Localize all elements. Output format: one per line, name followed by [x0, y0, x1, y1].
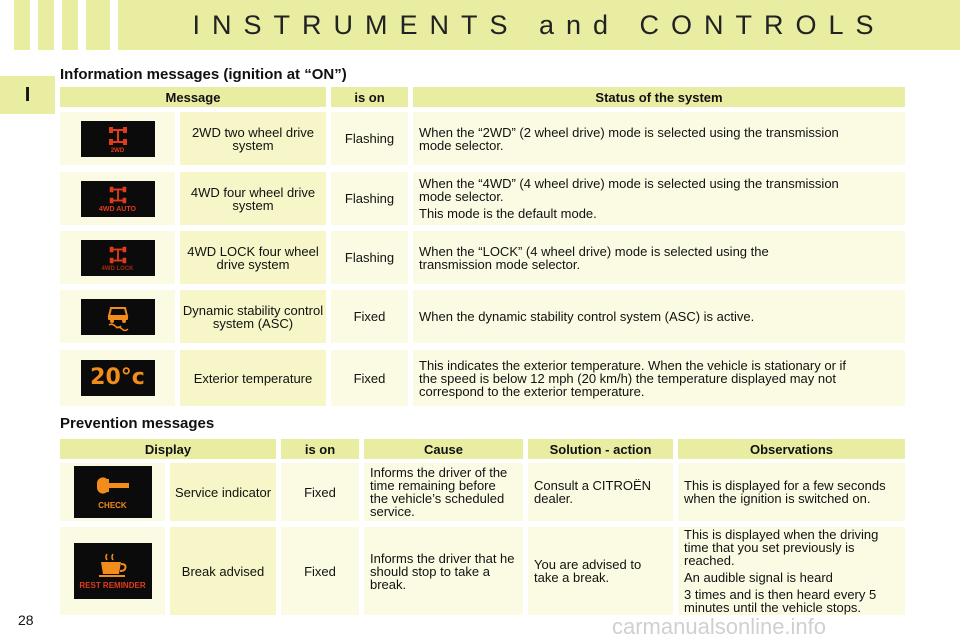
skid-car-icon	[103, 302, 133, 332]
icon-label: 4WD AUTO	[99, 206, 136, 213]
prevention-cause-cell: Informs the driver of the time remaining before the vehicle’s scheduled service.	[364, 463, 523, 521]
coffee-cup-icon	[97, 552, 129, 580]
header-stripe	[38, 0, 54, 50]
info-message-cell: 4WD four wheel drive system	[180, 172, 326, 225]
prevention-header-is-on: is on	[281, 439, 359, 459]
prevention-is-on-cell: Fixed	[281, 463, 359, 521]
4wd-drivetrain-glyph	[106, 184, 130, 206]
prevention-display-cell: Service indicator	[170, 463, 276, 521]
info-is-on-cell: Flashing	[331, 231, 408, 284]
prevention-observations-cell	[678, 527, 905, 615]
icon-label: REST REMINDER	[79, 581, 146, 590]
prevention-display-cell: Break advised	[170, 527, 276, 615]
table-row-icon-cell	[60, 527, 165, 615]
wrench-icon	[93, 474, 133, 500]
status-text: When the “2WD” (2 wheel drive) mode is selected using the transmission mode selector.	[419, 124, 839, 153]
observation-text: This is displayed when the driving time that you set previously is reached.	[684, 527, 879, 568]
watermark: carmanualsonline.info	[612, 614, 827, 639]
table-row-icon-cell	[60, 172, 175, 225]
observation-text: 3 times and is then heard every 5 minutes until the vehicle stops.	[684, 587, 877, 615]
observation-text: An audible signal is heard	[684, 570, 833, 585]
status-text: When the “4WD” (4 wheel drive) mode is selected using the transmission mode selector.	[419, 176, 839, 204]
info-header-message: Message	[60, 87, 326, 107]
status-text: This indicates the exterior temperature. When the vehicle is stationary or if the speed is below 12 mph (20 km/h) the temperature displayed may not correspond to the exterior temperature.	[419, 357, 847, 399]
4wd-lock-drivetrain-glyph	[106, 244, 130, 266]
icon-label: 4WD LOCK	[101, 265, 134, 272]
info-is-on-cell: Fixed	[331, 350, 408, 406]
prevention-solution-cell: You are advised to take a break.	[528, 527, 673, 615]
table-row-icon-cell	[60, 290, 175, 343]
info-message-cell: 4WD LOCK four wheel drive system	[180, 231, 326, 284]
info-header-is-on: is on	[331, 87, 408, 107]
4wd-auto-icon	[81, 181, 155, 217]
header-stripe	[86, 0, 110, 50]
header-stripe	[14, 0, 30, 50]
info-is-on-cell: Fixed	[331, 290, 408, 343]
observation-text: This is displayed for a few seconds when the ignition is switched on.	[684, 478, 886, 506]
prevention-observations-cell	[678, 463, 905, 521]
skid-car-icon	[81, 299, 155, 335]
info-status-cell	[413, 350, 905, 406]
prevention-is-on-cell: Fixed	[281, 527, 359, 615]
prevention-header-display: Display	[60, 439, 276, 459]
info-is-on-cell: Flashing	[331, 172, 408, 225]
info-status-cell	[413, 231, 905, 284]
info-status-cell	[413, 290, 905, 343]
temperature-readout: 20°c	[90, 365, 145, 390]
info-status-cell	[413, 112, 905, 165]
coffee-cup-icon	[74, 543, 152, 599]
2wd-drivetrain-glyph	[106, 124, 130, 148]
status-text: When the “LOCK” (4 wheel drive) mode is selected using the transmission mode selector.	[419, 243, 769, 272]
header-stripe	[62, 0, 78, 50]
status-text: This mode is the default mode.	[419, 206, 597, 221]
prevention-cause-cell: Informs the driver that he should stop to take a break.	[364, 527, 523, 615]
table-row-icon-cell	[60, 231, 175, 284]
info-message-cell: 2WD two wheel drive system	[180, 112, 326, 165]
icon-label: CHECK	[98, 501, 127, 510]
prevention-solution-cell: Consult a CITROËN dealer.	[528, 463, 673, 521]
table-row-icon-cell	[60, 112, 175, 165]
table-row-icon-cell	[60, 350, 175, 406]
page-title: INSTRUMENTS and CONTROLS	[192, 9, 886, 40]
info-message-cell: Exterior temperature	[180, 350, 326, 406]
info-message-cell: Dynamic stability control system (ASC)	[180, 290, 326, 343]
status-text: When the dynamic stability control system (ASC) is active.	[419, 309, 755, 324]
info-status-cell	[413, 172, 905, 225]
table-row-icon-cell	[60, 463, 165, 521]
page-number: 28	[18, 612, 34, 628]
prevention-header-cause: Cause	[364, 439, 523, 459]
prevention-header-solution: Solution - action	[528, 439, 673, 459]
wrench-check-icon	[74, 466, 152, 518]
2wd-icon	[81, 121, 155, 157]
prevention-section-title: Prevention messages	[60, 415, 215, 432]
prevention-header-observations: Observations	[678, 439, 905, 459]
info-section-title: Information messages (ignition at “ON”)	[60, 66, 347, 83]
icon-label: 2WD	[110, 147, 125, 154]
temperature-display-icon	[81, 360, 155, 396]
chapter-tab: I	[0, 76, 55, 114]
4wd-lock-icon	[81, 240, 155, 276]
info-header-status: Status of the system	[413, 87, 905, 107]
info-is-on-cell: Flashing	[331, 112, 408, 165]
